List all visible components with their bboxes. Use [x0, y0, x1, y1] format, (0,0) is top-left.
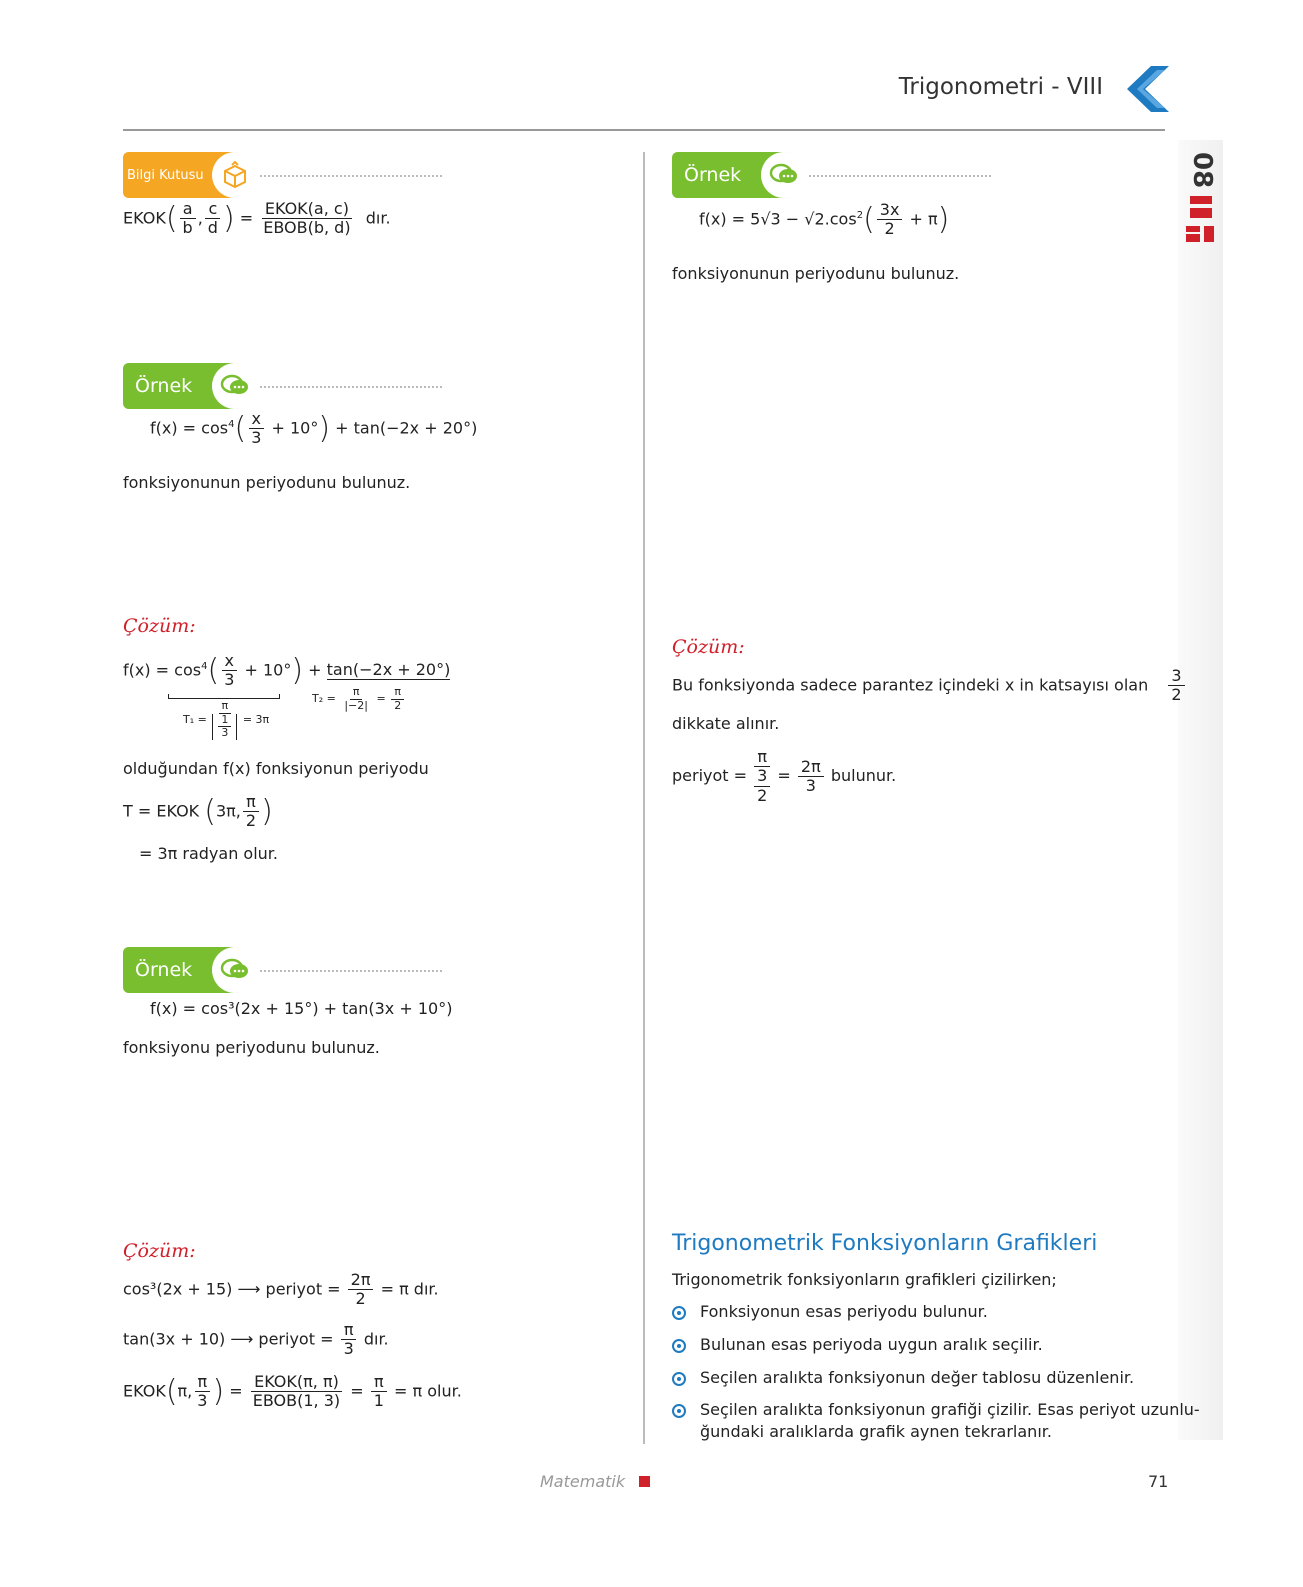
solution-label: Çözüm:	[672, 636, 745, 658]
bullet-icon	[672, 1339, 686, 1353]
divider-dots	[260, 970, 442, 972]
example-ribbon: Örnek	[123, 363, 257, 409]
speech-bubble-icon	[220, 957, 250, 983]
info-box-label: Bilgi Kutusu	[127, 167, 204, 183]
solution-label: Çözüm:	[123, 615, 196, 637]
solution-2-line1: cos³(2x + 15) ⟶ periyot = $\frac{2\pi}{2}$ = π dır.	[123, 1270, 439, 1309]
example-ribbon: Örnek	[123, 947, 257, 993]
footer-square-icon	[639, 1476, 650, 1487]
box-icon	[221, 161, 249, 189]
solution-2-line3: EKOK(π, $\frac{\pi}{3}$ ) = $\frac{\text{EKOK(π, π)}}{\text{EBOB(1, 3)}}$ = $\frac{\pi}{1}$ = π olur.	[123, 1372, 462, 1411]
solution-3-period: periyot = $\frac{\pi}{\frac{3}{2}}$ = $\frac{2\pi}{3}$ bulunur.	[672, 747, 897, 805]
solution-1-text: olduğundan f(x) fonksiyonun periyodu	[123, 759, 429, 778]
chapter-title: Trigonometri - VIII	[898, 74, 1103, 100]
list-item: Seçilen aralıkta fonksiyonun grafiği çizilir. Esas periyot uzunlu-	[672, 1400, 1172, 1422]
speech-bubble-icon	[220, 373, 250, 399]
t2-expression: T₂ = $\frac{\pi}{|-2|}$ = $\frac{\pi}{2}$	[312, 686, 406, 712]
example-3-question: fonksiyonunun periyodunu bulunuz.	[672, 264, 960, 283]
arrow-icon: ⟶	[237, 1279, 261, 1299]
list-item: Fonksiyonun esas periyodu bulunur.	[672, 1302, 1172, 1335]
list-item: Seçilen aralıkta fonksiyonun değer tablosu düzenlenir.	[672, 1368, 1172, 1400]
bullet-icon	[672, 1372, 686, 1386]
solution-1-result: = 3π radyan olur.	[139, 844, 278, 863]
section-intro: Trigonometrik fonksiyonların grafikleri çizilirken;	[672, 1270, 1057, 1289]
bullet-icon	[672, 1404, 686, 1418]
unit-number: 08	[1187, 152, 1217, 189]
t1-expression: T₁ = $\frac{\pi}{\frac{1}{3}}$ = 3π	[183, 699, 270, 740]
example-ribbon: Örnek	[672, 152, 806, 198]
list-item-continuation: ğundaki aralıklarda grafik aynen tekrarlanır.	[700, 1422, 1052, 1441]
info-box-ribbon	[123, 152, 257, 198]
example-2-formula: f(x) = cos³(2x + 15°) + tan(3x + 10°)	[150, 999, 453, 1018]
page-number: 71	[1148, 1472, 1169, 1491]
side-tab	[1178, 140, 1223, 1440]
bullet-icon	[672, 1306, 686, 1320]
divider-dots	[260, 175, 442, 177]
example-1-question: fonksiyonunun periyodunu bulunuz.	[123, 473, 411, 492]
speech-bubble-icon	[769, 162, 799, 188]
divider-dots	[260, 386, 442, 388]
arrow-icon: ⟶	[230, 1329, 254, 1349]
unit-logo-icon	[1186, 196, 1216, 244]
section-title: Trigonometrik Fonksiyonların Grafikleri	[672, 1231, 1098, 1256]
info-formula: EKOK( $\frac{a}{b}$ , $\frac{c}{d}$ ) = $\frac{\text{EKOK(a, c)}}{\text{EBOB(b, d)}}$ dır.	[123, 199, 391, 238]
chevron-left-icon	[1127, 66, 1169, 112]
column-divider	[643, 152, 645, 1444]
solution-1-ekok: T = EKOK (3π, $\frac{\pi}{2}$ )	[123, 792, 273, 831]
solution-3-text1: Bu fonksiyonda sadece parantez içindeki x in katsayısı olan $\frac{3}{2}$	[672, 667, 1187, 705]
list-item: Bulunan esas periyoda uygun aralık seçilir.	[672, 1335, 1172, 1368]
example-1-formula: $f(x) = \cos^4$( $\frac{x}{3}$ + 10°) + tan(−2x + 20°)	[150, 409, 478, 448]
solution-1-line1: $f(x) = \cos^4$( $\frac{x}{3}$ + 10°) + tan(−2x + 20°)	[123, 651, 451, 690]
divider-dots	[809, 175, 991, 177]
header-rule	[123, 129, 1165, 131]
page-header	[0, 60, 1303, 135]
bullet-list	[672, 1302, 1200, 1441]
solution-3-text2: dikkate alınır.	[672, 714, 780, 733]
example-3-formula: $f(x) = 5√3 - √2.\cos^2$( $\frac{3x}{2}$ + π)	[699, 200, 950, 239]
solution-label: Çözüm:	[123, 1240, 196, 1262]
footer-subject: Matematik	[540, 1472, 626, 1491]
example-2-question: fonksiyonu periyodunu bulunuz.	[123, 1038, 380, 1057]
solution-2-line2: tan(3x + 10) ⟶ periyot = $\frac{\pi}{3}$ dır.	[123, 1320, 389, 1359]
